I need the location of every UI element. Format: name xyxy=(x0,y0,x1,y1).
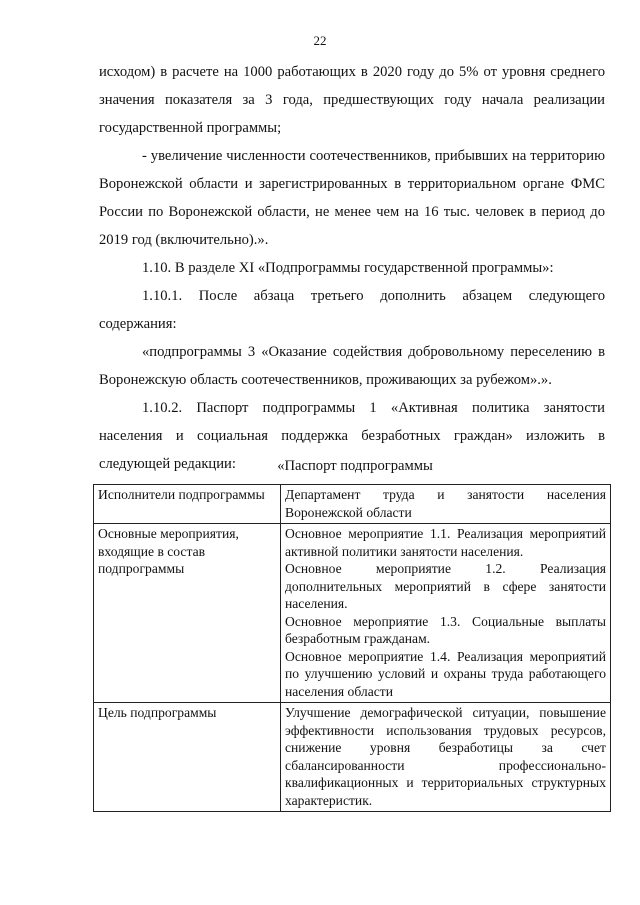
table-row xyxy=(94,703,611,812)
paragraph-compatriots: - увеличение численности соотечественников, прибывших на территорию Воронежской области и зарегистрированных в территориальном органе ФМС России по Воронежской области, не менее чем на 16 тыс. человек в период до 2019 год (включительно).». xyxy=(99,148,605,248)
paragraph-1-10-1: 1.10.1. После абзаца третьего дополнить абзацем следующего содержания: xyxy=(99,288,605,332)
passport-heading: «Паспорт подпрограммы xyxy=(277,458,433,474)
measure-1-3: Основное мероприятие 1.3. Социальные выплаты безработным гражданам. xyxy=(285,613,606,646)
row-value-executors: Департамент труда и занятости населения Воронежской области xyxy=(281,485,611,524)
paragraph-section-xi: 1.10. В разделе XI «Подпрограммы государственной программы»: xyxy=(142,260,554,276)
paragraph-subprogram-3: «подпрограммы 3 «Оказание содействия добровольному переселению в Воронежскую область соотечественников, проживающих за рубежом».». xyxy=(99,344,605,388)
row-value-goal: Улучшение демографической ситуации, повышение эффективности использования трудовых ресурсов, снижение уровня безработицы за счет сбалансированности профессионально-квалификационных и территориальных структурных характеристик. xyxy=(281,703,611,812)
measure-1-1: Основное мероприятие 1.1. Реализация мероприятий активной политики занятости населения. xyxy=(285,526,606,559)
row-value-main-measures xyxy=(281,524,611,703)
measure-1-2: Основное мероприятие 1.2. Реализация дополнительных мероприятий в сфере занятости населения. xyxy=(285,561,606,611)
paragraph-continuation: исходом) в расчете на 1000 работающих в 2020 году до 5% от уровня среднего значения показателя за 3 года, предшествующих году начала реализации государственной программы; xyxy=(99,64,605,136)
row-label-executors: Исполнители подпрограммы xyxy=(94,485,281,524)
table-row xyxy=(94,524,611,703)
row-label-goal: Цель подпрограммы xyxy=(94,703,281,812)
paragraph-1-10-2: 1.10.2. Паспорт подпрограммы 1 «Активная политика занятости населения и социальная поддержка безработных граждан» изложить в следующей редакции: xyxy=(99,400,605,472)
page-number: 22 xyxy=(313,33,327,48)
passport-table xyxy=(93,484,611,812)
measure-1-4: Основное мероприятие 1.4. Реализация мероприятий по улучшению условий и охраны труда работающего населения области xyxy=(285,648,606,699)
body-text xyxy=(99,58,605,478)
row-label-main-measures: Основные мероприятия, входящие в состав подпрограммы xyxy=(94,524,281,703)
table-row xyxy=(94,485,611,524)
